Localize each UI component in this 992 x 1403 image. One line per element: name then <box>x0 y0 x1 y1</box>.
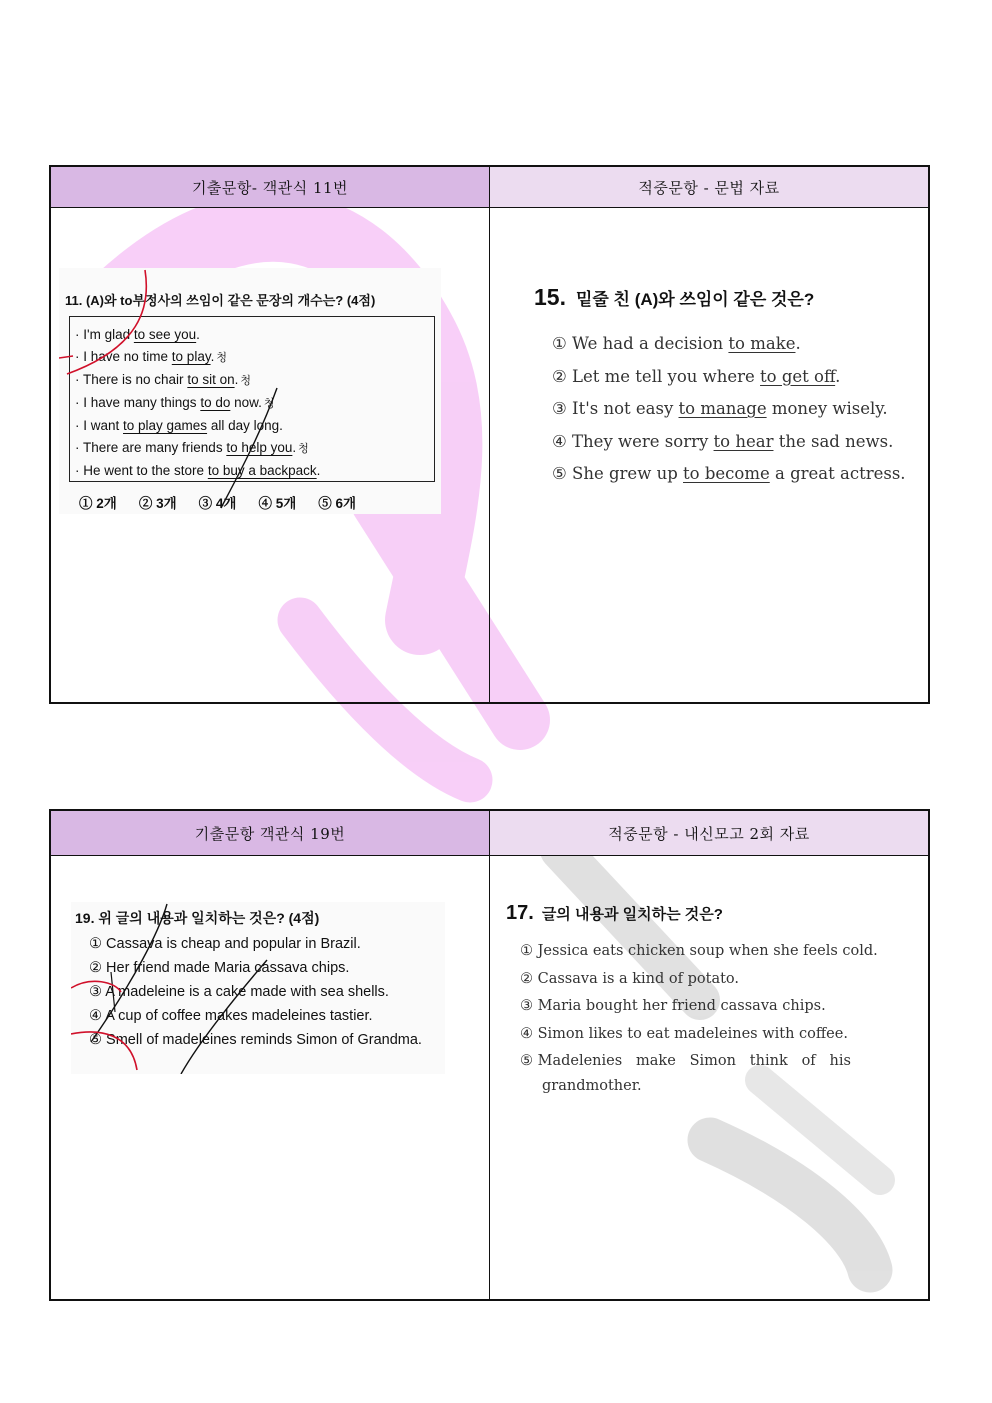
answer-choice: ① 2개 <box>79 496 117 511</box>
handwritten-check: 청 <box>240 375 251 387</box>
table-body-row <box>51 208 928 703</box>
handwritten-check: 청 <box>263 398 275 410</box>
option-item: ② Cassava is a kind of potato. <box>520 970 740 987</box>
comparison-table-1 <box>49 165 930 704</box>
exam-question-cell <box>51 208 490 703</box>
table-header-row <box>51 811 928 856</box>
question-number: 15. <box>534 284 566 310</box>
exam-question-scan <box>59 268 441 514</box>
hit-question-header <box>534 284 814 311</box>
handwritten-check: 청 <box>216 352 227 364</box>
option-item: ⑤ Madelenies make Simon think of his <box>520 1053 851 1069</box>
hit-question-header <box>506 902 723 925</box>
example-sentence: · I have no time to play. 청 <box>75 349 227 364</box>
option-item: ① Cassava is cheap and popular in Brazil. <box>89 936 361 952</box>
answer-choice: ③ 4개 <box>198 496 237 511</box>
option-item: ① We had a decision to make. <box>552 334 801 353</box>
answer-choice: ② 3개 <box>138 496 177 511</box>
option-item: ① Jessica eats chicken soup when she feels cold. <box>520 943 878 959</box>
handwritten-check: 청 <box>298 443 309 455</box>
option-item: ② Her friend made Maria cassava chips. <box>89 960 350 976</box>
black-pen-line <box>111 972 115 1012</box>
table-header-row <box>51 167 928 208</box>
answer-choice: ④ 5개 <box>258 496 297 511</box>
question-title: 밑줄 친 (A)와 쓰임이 같은 것은? <box>575 290 815 309</box>
example-sentence: · I'm glad to see you. <box>75 327 200 342</box>
exam-question-cell <box>51 856 490 1300</box>
exam-question-title: 11. (A)와 to부정사의 쓰임이 같은 문장의 개수는? (4점) <box>65 293 376 308</box>
hit-question-cell <box>490 856 928 1300</box>
comparison-table-2 <box>49 809 930 1301</box>
exam-question-scan <box>71 902 445 1074</box>
option-item: ④ A cup of coffee makes madeleines tastier. <box>89 1008 373 1024</box>
example-sentence: · There is no chair to sit on. 청 <box>75 372 251 387</box>
option-item: ④ They were sorry to hear the sad news. <box>552 431 894 451</box>
example-sentence: · He went to the store to buy a backpack. <box>75 463 321 478</box>
red-pen-arc <box>67 270 146 374</box>
example-sentence: · I have many things to do now. 청 <box>75 395 275 410</box>
example-sentence: · There are many friends to help you. 청 <box>75 440 309 455</box>
black-pen-line <box>181 960 267 1074</box>
question-number: 17. <box>506 902 534 924</box>
header-exam-question: 기출문항- 객관식 11번 <box>51 167 490 207</box>
option-item-continuation: grandmother. <box>542 1077 642 1094</box>
option-item: ⑤ Smell of madeleines reminds Simon of Grandma. <box>89 1032 422 1048</box>
option-item: ② Let me tell you where to get off. <box>552 366 841 386</box>
example-sentence: · I want to play games all day long. <box>75 418 283 433</box>
header-hit-question: 적중문항 - 내신모고 2회 자료 <box>490 811 928 855</box>
option-item: ⑤ She grew up to become a great actress. <box>552 464 906 483</box>
red-pen-arc <box>71 981 121 992</box>
option-item: ④ Simon likes to eat madeleines with coffee. <box>520 1025 848 1042</box>
option-item: ③ It's not easy to manage money wisely. <box>552 399 888 418</box>
hit-question-options <box>552 328 906 491</box>
pen-marks <box>59 268 441 514</box>
exam-question-title: 19. 위 글의 내용과 일치하는 것은? (4점) <box>75 910 320 926</box>
header-exam-question: 기출문항 객관식 19번 <box>51 811 490 855</box>
red-pen-dash <box>59 356 73 358</box>
hit-question-cell <box>490 208 928 703</box>
hit-question-options <box>520 938 886 1096</box>
option-item: ③ Maria bought her friend cassava chips. <box>520 998 826 1014</box>
black-pen-line <box>91 904 167 1042</box>
option-item: ③ A madeleine is a cake made with sea shells. <box>89 984 389 1000</box>
pen-marks <box>71 902 445 1074</box>
header-hit-question: 적중문항 - 문법 자료 <box>490 167 928 207</box>
table-body-row <box>51 856 928 1300</box>
black-pen-line <box>221 388 277 508</box>
question-title: 글의 내용과 일치하는 것은? <box>541 906 723 923</box>
red-pen-arc <box>71 1032 137 1070</box>
answer-choice: ⑤ 6개 <box>318 496 357 511</box>
